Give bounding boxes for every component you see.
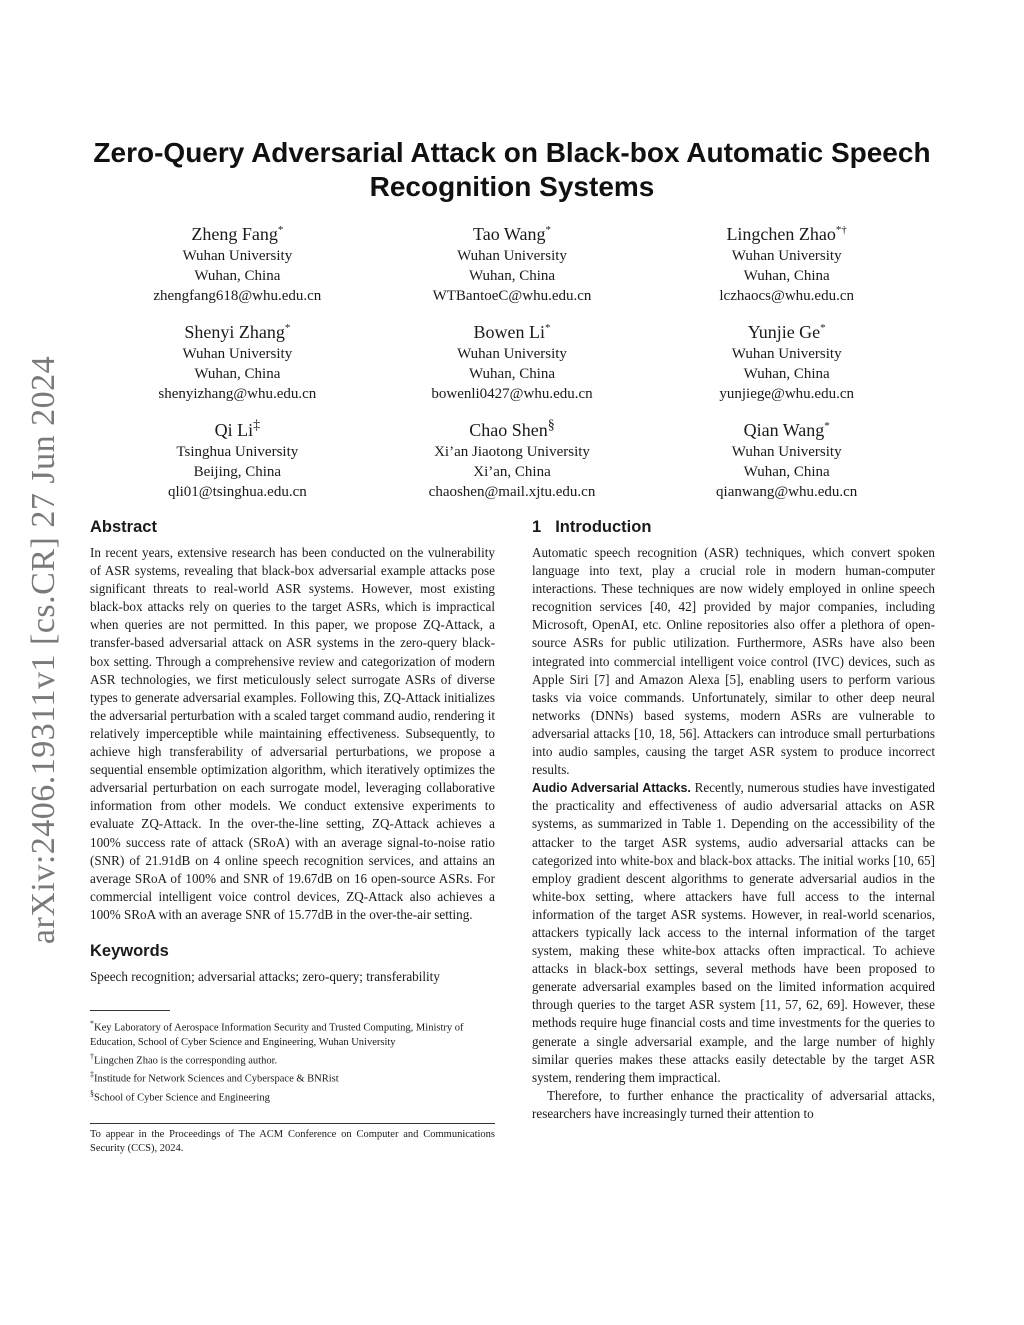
author xyxy=(375,218,650,316)
author-email: qli01@tsinghua.edu.cn xyxy=(167,484,307,500)
author xyxy=(100,414,375,504)
author-name: Qian Wang xyxy=(743,420,825,440)
author-email: WTBantoeC@whu.edu.cn xyxy=(432,288,592,304)
author-email: bowenli0427@whu.edu.cn xyxy=(431,386,593,402)
author-location: Wuhan, China xyxy=(743,464,830,480)
author-mark: § xyxy=(547,418,555,433)
author-affiliation: Wuhan University xyxy=(731,346,842,362)
author-row xyxy=(100,316,924,414)
author-affiliation: Wuhan University xyxy=(182,248,293,264)
right-column xyxy=(532,514,935,1123)
author-name: Zheng Fang xyxy=(191,224,278,244)
author-name: Shenyi Zhang xyxy=(184,322,285,342)
author-location: Wuhan, China xyxy=(194,268,281,284)
section-title: Introduction xyxy=(555,518,652,536)
author-email: chaoshen@mail.xjtu.edu.cn xyxy=(428,484,596,500)
author-block xyxy=(100,218,924,504)
author-row xyxy=(100,414,924,504)
author-name: Yunjie Ge xyxy=(747,322,821,342)
footnotes xyxy=(90,1017,495,1105)
author xyxy=(375,316,650,414)
author-location: Wuhan, China xyxy=(468,268,556,284)
author-mark: *† xyxy=(835,224,847,236)
author-location: Wuhan, China xyxy=(743,366,830,382)
footnote-text: Institude for Network Sciences and Cyberspace & BNRist xyxy=(94,1073,339,1085)
author-mark: * xyxy=(284,322,291,334)
intro-paragraph: Automatic speech recognition (ASR) techniques, which convert spoken language into text, play a crucial role in modern human-computer interactions. These techniques are now widely employed in online speech recognition services [40, 42] provided by major companies, including Microsoft, OpenAI, etc. Online repositories also offer a plethora of open-source ASRs for public utilization. Furthermore, ASRs have also been integrated into commercial intelligent voice control (IVC) devices, such as Apple Siri [7] and Amazon Alexa [5], enabling users to perform various tasks via voice commands. Unfortunately, similar to other deep neural networks (DNNs) based systems, modern ASRs are vulnerable to adversarial attacks [10, 18, 56]. Attackers can introduce small perturbations into audio samples, causing the target ASR system to produce incorrect results. xyxy=(532,545,935,778)
author-name: Bowen Li xyxy=(473,322,545,342)
footnote-text: School of Cyber Science and Engineering xyxy=(94,1092,270,1104)
paragraph-text: Recently, numerous studies have investigated the practicality and effectiveness of audio adversarial attacks on ASR systems, as summarized in Table 1. Depending on the accessibility of the attacker to the target ASR systems, audio adversarial attacks can be categorized into white-box and black-box attacks. The initial works [10, 65] employ gradient descent algorithms to generate adversarial audios in the white-box setting, where attackers have full access to the internal information of the target ASR systems. However, in real-world scenarios, attackers typically lack access to the internal information of the target system, making these white-box attacks often impractical. To achieve attacks in black-box settings, several methods have been proposed to generate adversarial examples based on the limited information acquired through queries to the target ASR system [11, 57, 62, 69]. However, these methods require huge financial costs and time investments for the queries to generate a single adversarial example, and the large number of highly similar queries makes these attacks easily detectable by the target ASR system, rendering them impractical. xyxy=(532,780,936,1085)
footnote xyxy=(90,1017,495,1050)
author-email: lczhaocs@whu.edu.cn xyxy=(719,288,854,304)
footnote-text: Key Laboratory of Aerospace Information Security and Trusted Computing, Ministry of Education, School of Cyber Science and Engineering, Wuhan University xyxy=(90,1022,464,1048)
author xyxy=(100,218,375,316)
intro-paragraph xyxy=(532,779,935,1087)
author-location: Wuhan, China xyxy=(743,268,830,284)
arxiv-id-text: arXiv:2406.19311v1 [cs.CR] 27 Jun 2024 xyxy=(25,355,62,945)
author-name: Tao Wang xyxy=(473,224,546,244)
author xyxy=(649,414,924,504)
author-mark: * xyxy=(545,322,551,334)
footnote-mark: § xyxy=(90,1088,94,1098)
conference-rule xyxy=(90,1123,495,1124)
abstract-text: In recent years, extensive research has been conducted on the vulnerability of ASR systems, revealing that black-box adversarial example attacks pose significant threats to real-world ASR systems. However, most existing black-box attacks rely on queries to the target ASRs, which is impractical when queries are not permitted. In this paper, we propose ZQ-Attack, a transfer-based adversarial attack on ASR systems in the zero-query black-box setting. Through a comprehensive review and categorization of modern ASR technologies, we first meticulously select surrogate ASRs of diverse types to generate adversarial examples. Following this, ZQ-Attack initializes the adversarial perturbation with a scaled target command audio, rendering it relatively imperceptible while maintaining effectiveness. Subsequently, to achieve high transferability of adversarial perturbations, we propose a sequential ensemble optimization algorithm, which iteratively optimizes the adversarial perturbation on each surrogate model, leveraging collaborative information from other models. We conduct extensive experiments to evaluate ZQ-Attack. In the over-the-line setting, ZQ-Attack achieves a 100% success rate of attack (SRoA) with an average signal-to-noise ratio (SNR) of 21.91dB on 4 online speech recognition services, and attains an average SRoA of 100% and SNR of 19.67dB on 16 open-source ASRs. For commercial intelligent voice control devices, ZQ-Attack also achieves a 100% SRoA with an average SNR of 15.77dB in the over-the-air setting. xyxy=(90,545,495,922)
footnote-text: Lingchen Zhao is the corresponding author. xyxy=(94,1055,278,1067)
keywords-text: Speech recognition; adversarial attacks; zero-query; transferability xyxy=(90,968,440,984)
author-email: shenyizhang@whu.edu.cn xyxy=(158,386,317,402)
author-location: Beijing, China xyxy=(193,464,282,480)
author-name: Chao Shen xyxy=(469,420,548,440)
intro-paragraph: Therefore, to further enhance the practicality of adversarial attacks, researchers have increasingly turned their attention to xyxy=(532,1087,935,1121)
author-mark: * xyxy=(545,224,551,236)
conference-note: To appear in the Proceedings of The ACM Conference on Computer and Communications Security (CCS), 2024. xyxy=(90,1129,495,1155)
author-location: Wuhan, China xyxy=(194,366,281,382)
author-location: Xi’an, China xyxy=(473,464,551,480)
footnote-mark: * xyxy=(90,1019,94,1029)
footnote xyxy=(90,1050,495,1069)
paper-title: Zero-Query Adversarial Attack on Black-box Automatic Speech Recognition Systems xyxy=(93,137,931,202)
footnote-mark: † xyxy=(90,1051,94,1061)
section-number: 1 xyxy=(532,518,542,536)
author-affiliation: Wuhan University xyxy=(731,248,842,264)
author-mark: * xyxy=(820,322,826,334)
footnote xyxy=(90,1087,495,1106)
introduction-heading xyxy=(532,516,935,538)
author-affiliation: Wuhan University xyxy=(457,346,567,362)
author-location: Wuhan, China xyxy=(468,366,556,382)
left-column xyxy=(90,514,495,1156)
author xyxy=(100,316,375,414)
author-affiliation: Xi’an Jiaotong University xyxy=(434,444,590,460)
footnote xyxy=(90,1068,495,1087)
footnote-rule xyxy=(90,1010,170,1011)
author-email: yunjiege@whu.edu.cn xyxy=(719,386,854,402)
author-mark: * xyxy=(824,420,830,432)
author-affiliation: Wuhan University xyxy=(182,346,293,362)
author-row xyxy=(100,218,924,316)
author-name: Lingchen Zhao xyxy=(726,224,836,244)
author xyxy=(375,414,650,504)
keywords-heading: Keywords xyxy=(90,941,169,960)
abstract-heading: Abstract xyxy=(90,518,157,536)
author-email: qianwang@whu.edu.cn xyxy=(716,484,858,500)
author xyxy=(649,316,924,414)
author-name: Qi Li xyxy=(214,420,254,440)
author-email: zhengfang618@whu.edu.cn xyxy=(153,288,322,304)
run-in-heading: Audio Adversarial Attacks. xyxy=(532,781,691,796)
author-affiliation: Wuhan University xyxy=(731,444,842,460)
arxiv-identifier xyxy=(14,355,74,945)
author-affiliation: Tsinghua University xyxy=(176,444,299,460)
author-mark: * xyxy=(277,224,284,236)
author xyxy=(649,218,924,316)
author-affiliation: Wuhan University xyxy=(457,248,567,264)
author-mark: ‡ xyxy=(253,418,261,433)
footnote-mark: ‡ xyxy=(90,1070,94,1080)
